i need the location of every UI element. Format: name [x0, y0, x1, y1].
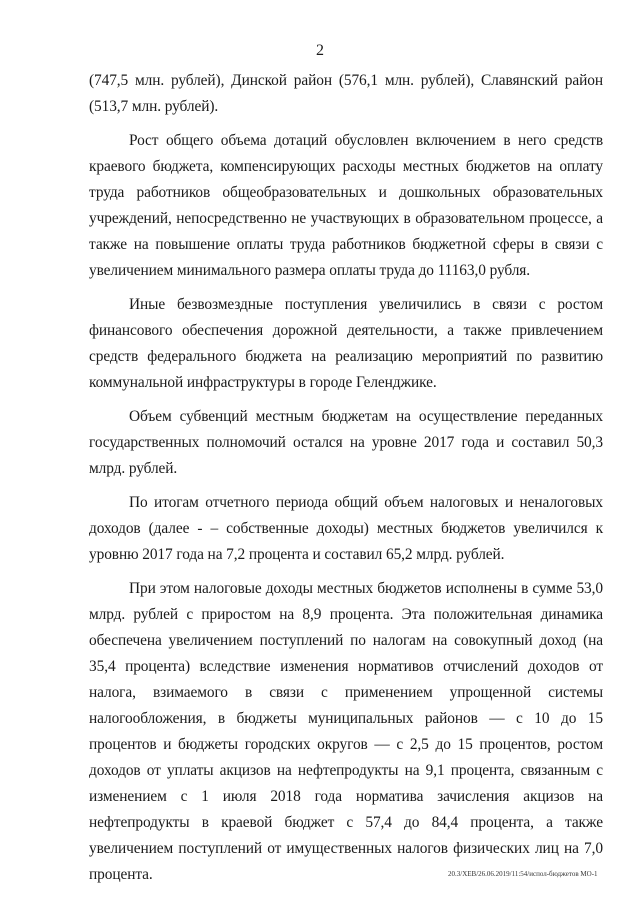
paragraph-subventions: Объем субвенций местным бюджетам на осуществление переданных государственных полномочий остался на уровне 2017 года и составил 50,3 млрд. рублей.: [89, 408, 603, 477]
paragraph-tax-revenues: При этом налоговые доходы местных бюджетов исполнены в сумме 53,0 млрд. рублей с приростом на 8,9 процента. Эта положительная динамика обеспечена увеличением поступлений по налогам на совокупный доход (на 35,4 процента) вследствие изменения нормативов отчислений доходов от налога, взимаемого в связи с применением упрощенной системы налогообложения, в бюджеты муниципальных районов — с 10 до 15 процентов и бюджеты городских округов — с 2,5 до 15 процентов, ростом доходов от уплаты акцизов на нефтепродукты на 9,1 процента, связанным с изменением с 1 июля 2018 года норматива зачисления акцизов на нефтепродукты в краевой бюджет с 57,4 до 84,4 процента, а также увеличением поступлений от имущественных налогов физических лиц на 7,0 процента.: [89, 580, 603, 883]
paragraph-continuation: (747,5 млн. рублей), Динской район (576,1 млн. рублей), Славянский район (513,7 млн. рублей).: [89, 72, 603, 115]
document-body: [89, 68, 603, 896]
paragraph-other-receipts: Иные безвозмездные поступления увеличились в связи с ростом финансового обеспечения дорожной деятельности, а также привлечением средств федерального бюджета на реализацию мероприятий по развитию коммунальной инфраструктуры в городе Геленджике.: [89, 296, 603, 391]
paragraph-own-revenues: По итогам отчетного периода общий объем налоговых и неналоговых доходов (далее - – собственные доходы) местных бюджетов увеличился к уровню 2017 года на 7,2 процента и составил 65,2 млрд. рублей.: [89, 494, 603, 563]
document-footer-code: 20.3/ХЕВ/26.06.2019/11:54/испол-бюджетов МО-1: [448, 870, 598, 878]
paragraph-subsidies-growth: Рост общего объема дотаций обусловлен включением в него средств краевого бюджета, компенсирующих расходы местных бюджетов на оплату труда работников общеобразовательных и дошкольных образовательных учреждений, непосредственно не участвующих в образовательном процессе, а также на повышение оплаты труда работников бюджетной сферы в связи с увеличением минимального размера оплаты труда до 11163,0 рубля.: [89, 132, 603, 279]
page-number: 2: [316, 42, 324, 59]
